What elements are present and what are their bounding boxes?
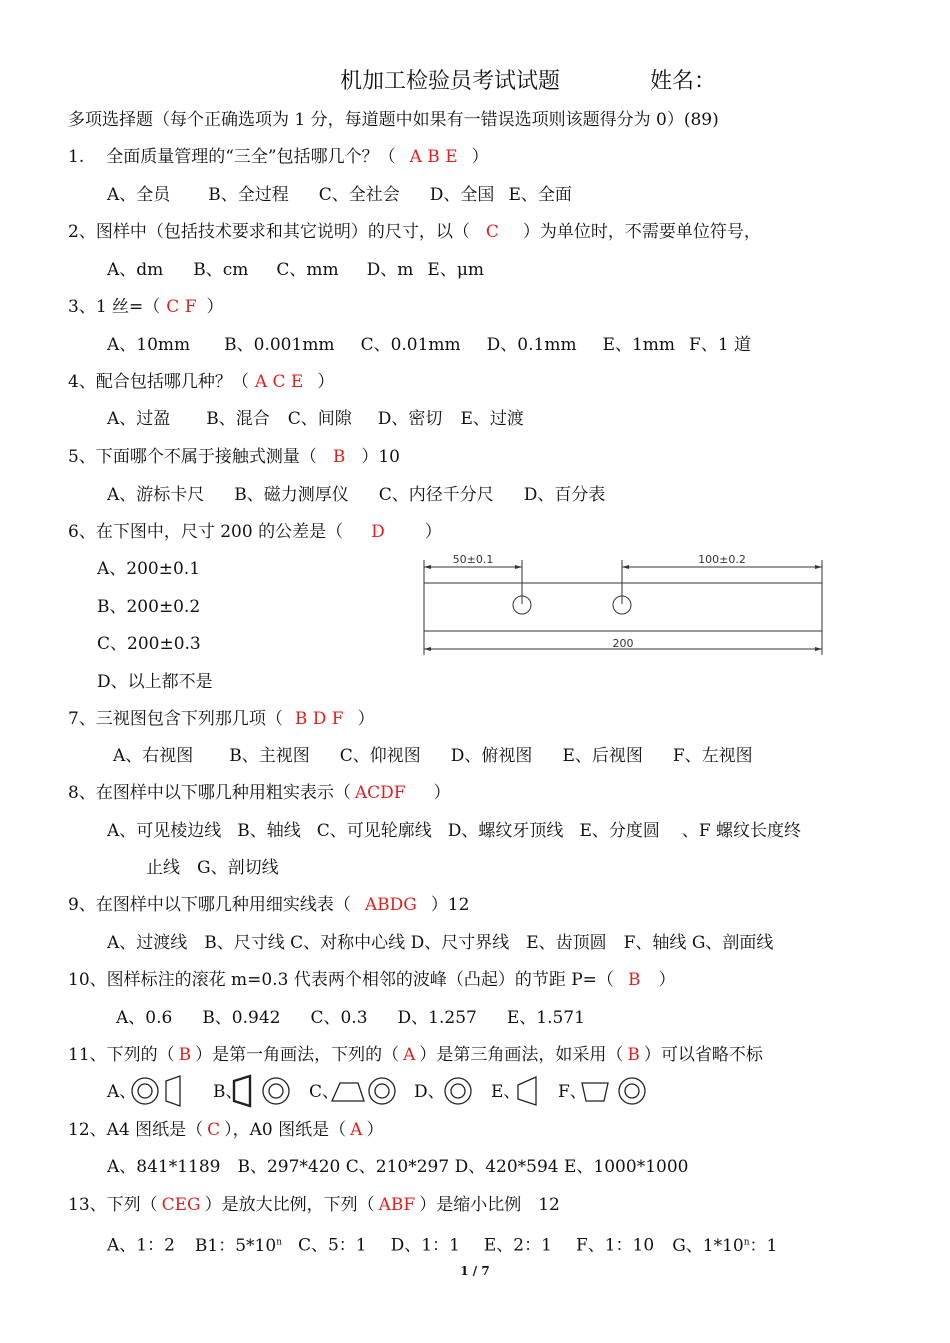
symbol-c (328, 1073, 400, 1109)
question-text: 10、图样标注的滚花 m=0.3 代表两个相邻的波峰（凸起）的节距 P=（ (68, 970, 614, 990)
option: D、0.1mm (486, 335, 577, 355)
answer: A (350, 1120, 363, 1140)
option: B、200±0.2 (97, 597, 201, 617)
option: A、游标卡尺 (107, 485, 205, 505)
option-label-d: D、 (414, 1082, 445, 1102)
question-text-end: ）是缩小比例 12 (419, 1195, 560, 1215)
option: A、dm (107, 260, 164, 280)
question-1 (68, 146, 489, 168)
dimension-label-left: 50±0.1 (452, 553, 494, 566)
third-angle-symbol-b (230, 1073, 298, 1109)
question-text: ）是放大比例，下列（ (204, 1195, 375, 1215)
page-title: 机加工检验员考试试题 (340, 69, 561, 94)
question-text-end: ）10 (361, 447, 400, 467)
option: B、磁力测厚仪 (234, 485, 349, 505)
name-label: 姓名： (650, 69, 717, 94)
option: A、0.6 (116, 1008, 173, 1028)
option: D、1.257 (397, 1008, 477, 1028)
option: E、分度圆 (579, 821, 660, 841)
answer: A B E (409, 147, 458, 167)
option: D、m (366, 260, 414, 280)
truncated-cone (234, 1076, 250, 1106)
option: A、右视图 (113, 746, 194, 766)
inner-circle (269, 1084, 283, 1098)
option: E、全面 (508, 185, 572, 205)
inner-circle (625, 1084, 639, 1098)
answer: ABDG (364, 895, 417, 915)
option: B、0.001mm (224, 335, 335, 355)
option: A、1：2 (107, 1235, 175, 1256)
arrowhead (424, 647, 431, 651)
question-text-end: ）可以省略不标 (643, 1045, 763, 1065)
symbol-e (514, 1073, 544, 1109)
question-text-end: ） (206, 297, 224, 317)
answer: C F (166, 297, 197, 317)
answer: ACDF (354, 783, 406, 803)
option: E、1mm (602, 335, 676, 355)
arrowhead (815, 647, 822, 651)
question-8-options (107, 820, 801, 842)
question-7-options (113, 745, 753, 767)
question-text: ）是第三角画法，如采用（ (419, 1045, 624, 1065)
question-text-end: ） (658, 970, 676, 990)
question-4 (68, 371, 334, 393)
question-1-options (107, 184, 572, 206)
question-6 (68, 521, 442, 543)
option: A、10mm (107, 335, 191, 355)
arrowhead (815, 565, 822, 569)
option: C、0.3 (310, 1008, 368, 1028)
question-text-end: ） (471, 147, 489, 167)
question-9 (68, 894, 469, 916)
answer: A C E (254, 372, 304, 392)
option: E、过渡 (460, 409, 524, 429)
truncated-cone (518, 1077, 536, 1105)
answer: B (178, 1045, 192, 1065)
arrowhead (515, 565, 522, 569)
truncated-cone (166, 1076, 180, 1106)
option: B、cm (193, 260, 249, 280)
option: A、200±0.1 (97, 559, 201, 579)
option: C、200±0.3 (97, 634, 201, 654)
option: G、1*10$^n$：1 (672, 1235, 778, 1256)
inner-circle (138, 1084, 152, 1098)
first-angle-symbol-a (128, 1073, 196, 1109)
part-outline (424, 583, 822, 631)
question-8 (68, 782, 451, 804)
question-text: 9、在图样中以下哪几种用细实线表（ (68, 895, 351, 915)
option-label-b: B、 (213, 1082, 243, 1102)
option-label-f: F、 (558, 1082, 587, 1102)
option: D、百分表 (523, 485, 606, 505)
option-label-a: A、 (107, 1082, 137, 1102)
question-text: 12、A4 图纸是（ (68, 1120, 204, 1140)
arrowhead (424, 565, 431, 569)
question-text-end: ） (317, 372, 335, 392)
question-text: ），A0 图纸是（ (224, 1120, 347, 1140)
answer: CEG (161, 1195, 201, 1215)
question-2 (68, 221, 761, 243)
trapezoid (332, 1083, 364, 1101)
option: D、俯视图 (450, 746, 533, 766)
option-label-e: E、 (491, 1082, 521, 1102)
question-text-end: ） (357, 709, 375, 729)
answer: D (371, 522, 385, 542)
question-13-options (107, 1231, 777, 1257)
dimension-figure (415, 548, 835, 660)
option: A、全员 (107, 185, 171, 205)
outer-circle (132, 1078, 158, 1104)
answer: C (485, 222, 499, 242)
option: D、全国 (429, 185, 495, 205)
option: F、1 道 (689, 335, 752, 355)
question-number: 1. (68, 147, 85, 167)
question-7 (68, 708, 375, 730)
question-3 (68, 296, 224, 318)
option: D、螺纹牙顶线 (447, 821, 564, 841)
inner-circle (375, 1084, 389, 1098)
option: D、密切 (377, 409, 443, 429)
option: F、左视图 (672, 746, 753, 766)
question-text-end: ） (424, 522, 442, 542)
answer: C (207, 1120, 221, 1140)
outer-circle (263, 1078, 289, 1104)
option: C、间隙 (287, 409, 352, 429)
arrowhead (622, 565, 629, 569)
outer-circle (619, 1078, 645, 1104)
question-text: ）是第一角画法，下列的（ (195, 1045, 400, 1065)
option: C、可见轮廓线 (316, 821, 432, 841)
option: C、0.01mm (360, 335, 461, 355)
option: A、过盈 (107, 409, 171, 429)
answer: ABF (378, 1195, 416, 1215)
outer-circle (445, 1078, 471, 1104)
answer: B D F (294, 709, 344, 729)
option: D、以上都不是 (97, 672, 213, 692)
question-5 (68, 446, 400, 468)
answer: B (627, 970, 641, 990)
question-text-end: ） (366, 1120, 384, 1140)
answer: B (627, 1045, 640, 1065)
option: A、可见棱边线 (107, 821, 222, 841)
question-text: 3、1 丝=（ (68, 297, 161, 317)
page-number: 1 / 7 (460, 1264, 490, 1278)
option: C、mm (276, 260, 339, 280)
symbol-f (578, 1073, 650, 1109)
option: D、1：1 (390, 1235, 460, 1256)
option: B、0.942 (202, 1008, 281, 1028)
question-text: 全面质量管理的“三全”包括哪几个？（ (106, 147, 396, 167)
option: 、F 螺纹长度终 (681, 821, 802, 841)
question-4-options (107, 408, 524, 430)
section-heading: 多项选择题（每个正确选项为 1 分，每道题中如果有一错误选项则该题得分为 0）(89) (68, 110, 719, 130)
option: B、全过程 (208, 185, 289, 205)
answer: A (403, 1045, 416, 1065)
question-5-options (107, 484, 605, 506)
question-text: 6、在下图中，尺寸 200 的公差是（ (68, 522, 344, 542)
option: B1：5*10$^n$ (194, 1235, 282, 1256)
inner-circle (451, 1084, 465, 1098)
question-text: 4、配合包括哪几种？（ (68, 372, 249, 392)
option: E、1.571 (506, 1008, 585, 1028)
option: B、混合 (206, 409, 270, 429)
answer: B (332, 447, 346, 467)
question-2-options (107, 259, 484, 281)
question-text: 7、三视图包含下列那几项（ (68, 709, 283, 729)
dimension-label-total: 200 (612, 637, 634, 650)
question-8-options-cont: 止线 G、剖切线 (146, 858, 279, 878)
question-12 (68, 1119, 383, 1141)
question-3-options (107, 334, 751, 356)
question-9-options: A、过渡线 B、尺寸线 C、对称中心线 D、尺寸界线 E、齿顶圆 F、轴线 G、剖面线 (107, 933, 774, 953)
option: C、5：1 (297, 1235, 367, 1256)
question-text: 11、下列的（ (68, 1045, 175, 1065)
option: F、1：10 (575, 1235, 655, 1256)
option: E、后视图 (562, 746, 643, 766)
question-12-options: A、841*1189 B、297*420 C、210*297 D、420*594 E、1000*1000 (107, 1157, 689, 1177)
question-text-end: ）为单位时，不需要单位符号， (522, 222, 761, 242)
question-text-end: ） (433, 783, 451, 803)
option: B、主视图 (229, 746, 310, 766)
trapezoid (582, 1083, 608, 1101)
question-11 (68, 1044, 763, 1066)
option: E、μm (427, 260, 484, 280)
outer-circle (369, 1078, 395, 1104)
option: E、2：1 (483, 1235, 552, 1256)
option: B、轴线 (237, 821, 301, 841)
option-label-c: C、 (309, 1082, 340, 1102)
question-text-end: ）12 (430, 895, 470, 915)
symbol-d (440, 1073, 480, 1109)
question-text: 2、图样中（包括技术要求和其它说明）的尺寸，以（ (68, 222, 470, 242)
question-text: 13、下列（ (68, 1195, 158, 1215)
question-13 (68, 1194, 560, 1216)
option: C、仰视图 (339, 746, 421, 766)
question-10-options (116, 1007, 585, 1029)
question-text: 8、在图样中以下哪几种用粗实表示（ (68, 783, 351, 803)
option: C、全社会 (318, 185, 400, 205)
dimension-label-right: 100±0.2 (698, 553, 746, 566)
question-text: 5、下面哪个不属于接触式测量（ (68, 447, 317, 467)
option: C、内径千分尺 (378, 485, 494, 505)
question-10 (68, 969, 675, 991)
